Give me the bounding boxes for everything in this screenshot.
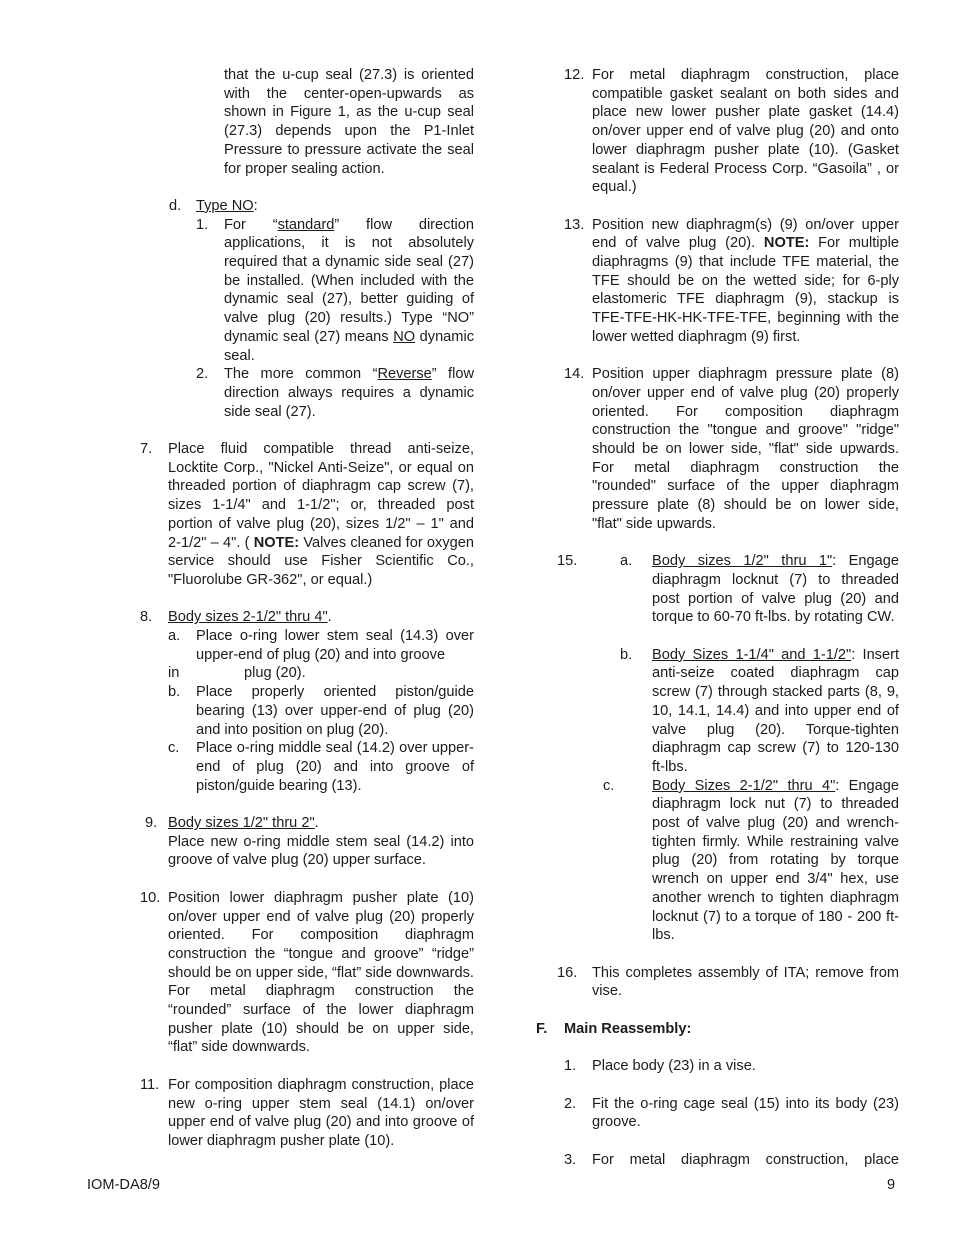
step-16: 16. This completes assembly of ITA; remove from vise. bbox=[557, 964, 899, 1000]
step-15a: 15. a. Body sizes 1/2" thru 1": Engage diaphragm locknut (7) to threaded post portion of valve plug (20) and torque to 60-70 ft-lbs. by rotating CW. bbox=[557, 553, 899, 626]
step-10: 10. Position lower diaphragm pusher plate (10) on/over upper end of valve plug (20) properly oriented. For composition diaphragm construction the “tongue and groove” “ridge” should be on upper side, “flat” side downwards. For metal diaphragm construction the “rounded” surface of the lower diaphragm pusher plate (10) should be on upper side, “flat” side downwards. bbox=[140, 889, 474, 1056]
main-step-3: 3. For metal diaphragm construction, place bbox=[564, 1151, 899, 1168]
step-15c: c. Body Sizes 2-1/2" thru 4": Engage diaphragm lock nut (7) to threaded post of valve plug (20) and wrench-tighten firmly. While restraining valve plug (20) from rotating by torque wrench on upper end 3/4" hex, use another wrench to tighten diaphragm locknut (7) to a torque of 180 - 200 ft-lbs. bbox=[603, 777, 899, 944]
step-8a: a. Place o-ring lower stem seal (14.3) over upper-end of plug (20) and into groove in plug (20). bbox=[168, 628, 474, 682]
page-number: 9 bbox=[887, 1177, 896, 1193]
item-d-1: 1. For “standard” flow direction applications, it is not absolutely required that a dynamic side seal (27) be installed. (When included with the dynamic seal (27), better guiding of valve plug (20) results.) Type “NO” dynamic seal (27) means NO dynamic seal. bbox=[196, 216, 474, 364]
left-column bbox=[137, 66, 474, 1151]
continued-paragraph: that the u-cup seal (27.3) is oriented with the center-open-upwards as shown in Figure 1, as the u-cup seal (27.3) depends upon the P1-Inlet Pressure to pressure activate the seal for proper sealing action. bbox=[224, 67, 474, 177]
section-f-heading: F. Main Reassembly: bbox=[536, 1020, 692, 1037]
item-d-2: 2. The more common “Reverse” flow direction always requires a dynamic side seal (27). bbox=[196, 366, 474, 420]
step-14: 14. Position upper diaphragm pressure plate (8) on/over upper end of valve plug (20) properly oriented. For composition diaphragm construction the "tongue and groove" "ridge" should be on lower side, "flat" side upwards. For metal diaphragm construction the "rounded" surface of the upper diaphragm pressure plate (8) should be on lower side, "flat" side upwards. bbox=[564, 366, 899, 532]
item-d-title: Type NO bbox=[196, 197, 254, 214]
step-11: 11. For composition diaphragm construction, place new o-ring upper stem seal (14.1) on/over upper end of valve plug (20) and into groove of lower diaphragm pusher plate (10). bbox=[140, 1076, 474, 1149]
step-15b: b. Body Sizes 1-1/4" and 1-1/2": Insert anti-seize coated diaphragm cap screw (7) through stacked parts (8, 9, 10, 14.1, 14.4) and into upper end of valve plug (20). Torque-tighten diaphragm cap screw (7) to 120-130 ft-lbs. bbox=[620, 646, 900, 775]
step-12: 12. For metal diaphragm construction, place compatible gasket sealant on both sides and place new lower pusher plate gasket (14.4) on/over upper end of valve plug (20) and onto lower diaphragm pusher plate (10). (Gasket sealant is Federal Process Corp. “Gasoila” , or equal.) bbox=[564, 67, 899, 196]
main-step-2: 2. Fit the o-ring cage seal (15) into its body (23) groove. bbox=[564, 1095, 899, 1131]
document-id: IOM-DA8/9 bbox=[87, 1177, 160, 1193]
main-step-1: 1. Place body (23) in a vise. bbox=[564, 1058, 756, 1075]
step-8: 8. Body sizes 2-1/2" thru 4". bbox=[140, 609, 332, 626]
right-column bbox=[534, 66, 899, 1169]
step-7: 7. Place fluid compatible thread anti-seize, Locktite Corp., "Nickel Anti-Seize", or equal on threaded portion of diaphragm cap screw (7), sizes 1-1/4" and 1-1/2"; or, threaded post portion of valve plug (20), sizes 1/2" – 1" and 2-1/2" – 4". ( NOTE: Valves cleaned for oxygen service should use Fisher Scientific Co., "Fluorolube GR-362", or equal.) bbox=[140, 441, 474, 588]
step-8c: c. Place o-ring middle seal (14.2) over upper-end of plug (20) and into groove of piston/guide bearing (13). bbox=[168, 740, 474, 794]
step-13: 13. Position new diaphragm(s) (9) on/over upper end of valve plug (20). NOTE: For multiple diaphragms (9) that include TFE material, the TFE should be on the wetted side; for 6-ply elastomeric TFE diaphragm (9), stackup is TFE-TFE-HK-HK-TFE-TFE, beginning with the lower wetted diaphragm (9) first. bbox=[564, 216, 899, 345]
item-d: d. Type NO: bbox=[169, 197, 258, 214]
step-9: 9. Body sizes 1/2" thru 2". Place new o-ring middle stem seal (14.2) into groove of valve plug (20) upper surface. bbox=[145, 815, 474, 869]
step-8b: b. Place properly oriented piston/guide bearing (13) over upper-end of plug (20) and into position on plug (20). bbox=[168, 684, 474, 738]
